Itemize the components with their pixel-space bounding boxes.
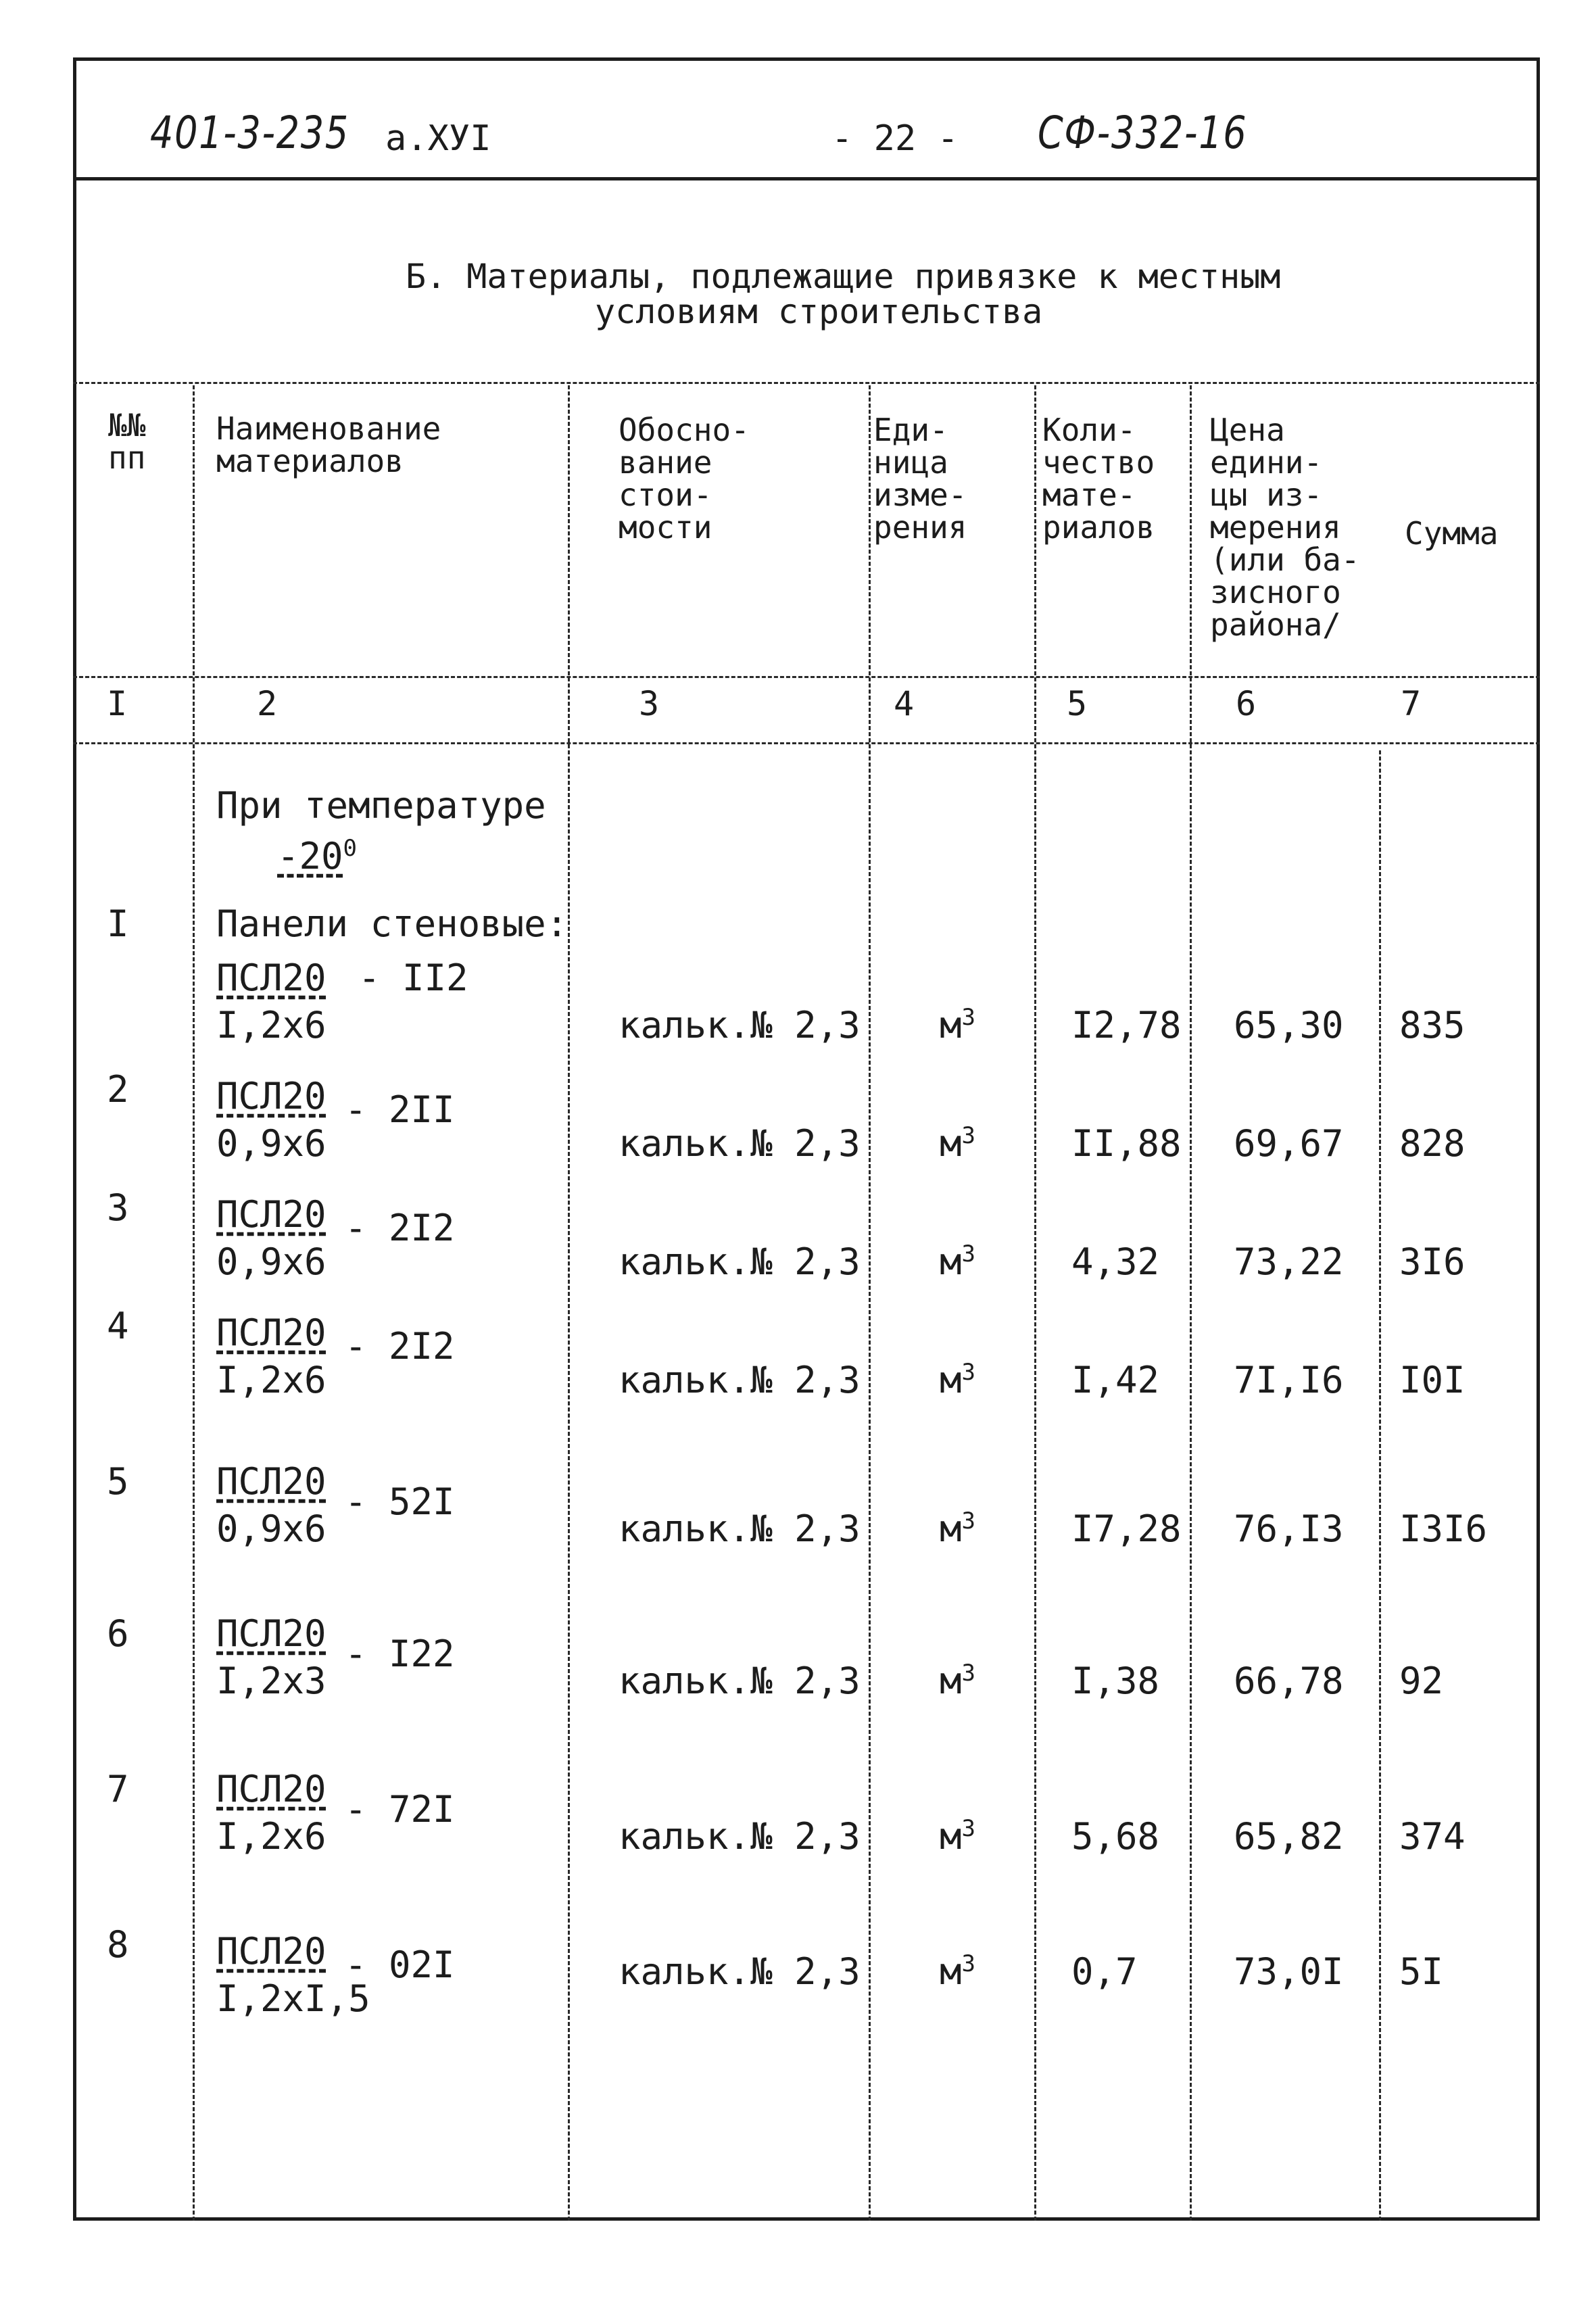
col-number-2: 2 <box>257 684 278 723</box>
unit-price: 66,78 <box>1234 1660 1344 1702</box>
header-divider <box>73 177 1540 180</box>
column-divider-1 <box>193 385 195 2221</box>
col-header-price: Цена едини- цы из- мерения (или ба- зисного района/ <box>1210 412 1360 643</box>
panel-size: I,2х3 <box>216 1660 327 1702</box>
quantity: I2,78 <box>1071 1004 1182 1046</box>
panel-size: 0,9х6 <box>216 1240 327 1283</box>
row-number: I <box>107 902 129 945</box>
cost-basis: кальк.№ 2,3 <box>619 1359 861 1401</box>
row-sum: 3I6 <box>1399 1240 1466 1283</box>
col-number-1: I <box>107 684 128 723</box>
cost-basis: кальк.№ 2,3 <box>619 1815 861 1858</box>
unit-price: 73,22 <box>1234 1240 1344 1283</box>
cost-basis: кальк.№ 2,3 <box>619 1950 861 1993</box>
unit-exponent: 3 <box>961 1240 975 1268</box>
panel-suffix: - 2I2 <box>345 1207 455 1249</box>
column-divider-5 <box>1190 385 1192 2221</box>
panel-mark: ПСЛ20 <box>216 1930 327 1973</box>
quantity: I,38 <box>1071 1660 1160 1702</box>
quantity: II,88 <box>1071 1122 1182 1165</box>
panel-mark: ПСЛ20 <box>216 1768 327 1810</box>
panel-mark: ПСЛ20 <box>216 1311 327 1354</box>
row-sum: I0I <box>1399 1359 1466 1401</box>
panel-suffix: - 72I <box>345 1788 455 1831</box>
unit-price: 65,82 <box>1234 1815 1344 1858</box>
panel-size: 0,9х6 <box>216 1122 327 1165</box>
col-header-unit: Еди- ница изме- рения <box>873 412 967 546</box>
quantity: 4,32 <box>1071 1240 1160 1283</box>
panel-suffix: - 52I <box>345 1480 455 1523</box>
column-divider-3 <box>869 385 871 2221</box>
unit-label: м <box>940 1240 962 1283</box>
table-title-line1: Б. Материалы, подлежащие привязке к местным <box>406 257 1281 296</box>
unit-exponent: 3 <box>961 1950 975 1977</box>
unit-exponent: 3 <box>961 1507 975 1535</box>
col-header-sum: Сумма <box>1405 515 1499 552</box>
col-number-3: 3 <box>639 684 660 723</box>
col-header-basis: Обосно- вание стои- мости <box>619 412 750 546</box>
cost-basis: кальк.№ 2,3 <box>619 1660 861 1702</box>
row-number: 2 <box>107 1068 129 1111</box>
panel-size: 0,9х6 <box>216 1507 327 1550</box>
unit-price: 7I,I6 <box>1234 1359 1344 1401</box>
unit-label: м <box>940 1950 962 1993</box>
unit-exponent: 3 <box>961 1122 975 1149</box>
panel-size: I,2хI,5 <box>216 1977 370 2020</box>
unit-price: 69,67 <box>1234 1122 1344 1165</box>
panel-size: I,2х6 <box>216 1004 327 1046</box>
row-number: 3 <box>107 1186 129 1229</box>
panel-mark: ПСЛ20 <box>216 957 327 999</box>
cost-basis: кальк.№ 2,3 <box>619 1240 861 1283</box>
unit-label: м <box>940 1122 962 1165</box>
quantity: I7,28 <box>1071 1507 1182 1550</box>
panel-suffix: - II2 <box>358 957 468 999</box>
panel-mark: ПСЛ20 <box>216 1075 327 1117</box>
panel-suffix: - I22 <box>345 1633 455 1675</box>
col-number-5: 5 <box>1067 684 1088 723</box>
section-temperature-value <box>277 835 357 877</box>
panel-size: I,2х6 <box>216 1359 327 1401</box>
column-divider-6 <box>1379 750 1381 2221</box>
column-divider-2 <box>568 385 570 2221</box>
row-sum: 92 <box>1399 1660 1444 1702</box>
group-title: Панели стеновые: <box>216 902 569 945</box>
table-title-line2: условиям строительства <box>595 292 1043 331</box>
unit-exponent: 3 <box>961 1660 975 1687</box>
col-header-number: №№ пп <box>108 407 146 476</box>
row-sum: 835 <box>1399 1004 1466 1046</box>
album-number: а.ХУI <box>385 118 491 159</box>
column-divider-4 <box>1034 385 1036 2221</box>
col-header-name: Наименование материалов <box>216 410 441 479</box>
col-number-4: 4 <box>894 684 915 723</box>
row-sum: I3I6 <box>1399 1507 1488 1550</box>
panel-suffix: - 2II <box>345 1088 455 1131</box>
row-number: 6 <box>107 1612 129 1655</box>
row-number: 8 <box>107 1923 129 1966</box>
doc-code: СФ-332-16 <box>1038 107 1248 159</box>
unit-label: м <box>940 1359 962 1401</box>
section-temperature-label: При температуре <box>216 784 546 827</box>
row-number: 5 <box>107 1460 129 1503</box>
unit-label: м <box>940 1815 962 1858</box>
panel-mark: ПСЛ20 <box>216 1193 327 1236</box>
quantity: 0,7 <box>1071 1950 1138 1993</box>
cost-basis: кальк.№ 2,3 <box>619 1122 861 1165</box>
unit-label: м <box>940 1004 962 1046</box>
panel-suffix: - 2I2 <box>345 1325 455 1368</box>
unit-label: м <box>940 1660 962 1702</box>
unit-label: м <box>940 1507 962 1550</box>
degree-mark: 0 <box>343 835 358 862</box>
quantity: I,42 <box>1071 1359 1160 1401</box>
unit-price: 65,30 <box>1234 1004 1344 1046</box>
quantity: 5,68 <box>1071 1815 1160 1858</box>
row-sum: 828 <box>1399 1122 1466 1165</box>
page-number: - 22 - <box>831 118 959 159</box>
unit-exponent: 3 <box>961 1815 975 1842</box>
row-number: 7 <box>107 1768 129 1810</box>
cost-basis: кальк.№ 2,3 <box>619 1004 861 1046</box>
panel-mark: ПСЛ20 <box>216 1612 327 1655</box>
col-number-7: 7 <box>1401 684 1422 723</box>
doc-number: 401-3-235 <box>150 107 349 159</box>
table-top-rule <box>73 382 1540 384</box>
row-sum: 374 <box>1399 1815 1466 1858</box>
row-number: 4 <box>107 1305 129 1347</box>
cost-basis: кальк.№ 2,3 <box>619 1507 861 1550</box>
header-bottom-rule <box>73 676 1540 678</box>
col-header-quantity: Коли- чество мате- риалов <box>1042 412 1155 546</box>
col-number-6: 6 <box>1236 684 1257 723</box>
unit-price: 76,I3 <box>1234 1507 1344 1550</box>
column-numbers-rule <box>73 742 1540 744</box>
panel-size: I,2х6 <box>216 1815 327 1858</box>
panel-mark: ПСЛ20 <box>216 1460 327 1503</box>
unit-price: 73,0I <box>1234 1950 1344 1993</box>
unit-exponent: 3 <box>961 1004 975 1031</box>
panel-suffix: - 02I <box>345 1944 455 1986</box>
unit-exponent: 3 <box>961 1359 975 1386</box>
row-sum: 5I <box>1399 1950 1444 1993</box>
temperature-value: -20 <box>277 835 343 877</box>
